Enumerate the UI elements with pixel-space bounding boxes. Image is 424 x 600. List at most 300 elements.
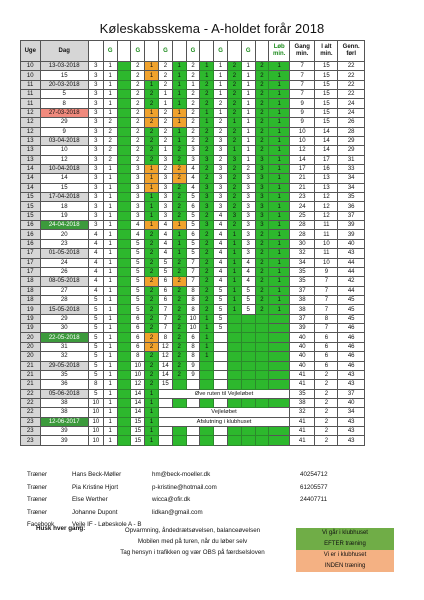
cell-g: 5 — [214, 305, 228, 314]
cell-g: 3 — [214, 193, 228, 202]
cell-g: 8 — [186, 295, 200, 304]
cell-g: 2 — [159, 136, 173, 145]
cell-genn: 43 — [338, 436, 365, 445]
cell-g: 2 — [159, 108, 173, 117]
cell-ialt: 7 — [315, 295, 338, 304]
cell-ialt: 10 — [315, 239, 338, 248]
cell-l: 3 — [255, 193, 269, 202]
table-row — [21, 155, 365, 164]
cell-g: 7 — [159, 305, 173, 314]
header-gang: Gang min. — [290, 41, 315, 62]
cell-g: 3 — [159, 183, 173, 192]
cell-g: 1 — [241, 127, 255, 136]
cell-ialt: 11 — [315, 230, 338, 239]
cell-l: 1 — [172, 249, 186, 258]
cell-l — [227, 436, 241, 445]
header-l — [227, 41, 241, 62]
cell-n: 3 — [88, 164, 103, 173]
cell-g: 2 — [159, 164, 173, 173]
cell-lob: 1 — [269, 211, 290, 220]
cell-l: 2 — [200, 249, 214, 258]
cell-genn: 29 — [338, 136, 365, 145]
cell-l: 1 — [200, 324, 214, 333]
cell-dag: 29 — [40, 314, 88, 323]
cell-g: 6 — [131, 314, 145, 323]
cell-g: 14 — [131, 389, 145, 398]
cell-dag: 17-04-2018 — [40, 193, 88, 202]
cell-ialt: 2 — [315, 398, 338, 407]
header-l — [145, 41, 159, 62]
header-g: G — [103, 41, 117, 62]
cell-ialt: 15 — [315, 118, 338, 127]
table-row — [21, 62, 365, 71]
cell-l — [117, 408, 131, 417]
cell-l: 2 — [172, 361, 186, 370]
cell-n: 3 — [88, 80, 103, 89]
cell-g: 2 — [159, 118, 173, 127]
cell-n: 3 — [88, 211, 103, 220]
cell-uge: 16 — [21, 230, 41, 239]
cell-g — [241, 342, 255, 351]
cell-g: 5 — [186, 211, 200, 220]
cell-l: 1 — [145, 398, 159, 407]
cell-uge: 22 — [21, 389, 41, 398]
cell-ialt: 12 — [315, 193, 338, 202]
cell-g — [241, 370, 255, 379]
cell-g: 1 — [159, 90, 173, 99]
cell-l — [227, 342, 241, 351]
cell-ialt: 2 — [315, 417, 338, 426]
cell-g: 4 — [131, 230, 145, 239]
cell-g: 7 — [186, 267, 200, 276]
cell-g: 2 — [131, 146, 145, 155]
cell-l — [117, 71, 131, 80]
cell-dag: 32 — [40, 352, 88, 361]
cell-g: 4 — [241, 258, 255, 267]
cell-l — [255, 370, 269, 379]
cell-l — [117, 164, 131, 173]
cell-l: 2 — [255, 99, 269, 108]
cell-l: 1 — [200, 108, 214, 117]
cell-dag: 5 — [40, 90, 88, 99]
cell-g: 2 — [214, 155, 228, 164]
cell-g: 14 — [159, 361, 173, 370]
table-row — [21, 118, 365, 127]
cell-g — [241, 436, 255, 445]
cell-g: 2 — [131, 108, 145, 117]
cell-l — [227, 427, 241, 436]
contact-email[interactable]: wicca@ofir.dk — [152, 496, 191, 503]
cell-l: 2 — [200, 230, 214, 239]
cell-g: 2 — [159, 62, 173, 71]
cell-uge: 22 — [21, 408, 41, 417]
cell-n: 4 — [88, 267, 103, 276]
cell-l: 2 — [227, 174, 241, 183]
legend-green-2: EFTER træning — [296, 539, 394, 550]
cell-g: 8 — [159, 333, 173, 342]
cell-g: 4 — [214, 267, 228, 276]
cell-dag: 38 — [40, 408, 88, 417]
cell-g: 2 — [131, 62, 145, 71]
cell-uge: 17 — [21, 258, 41, 267]
cell-lob: 1 — [269, 183, 290, 192]
contact-phone: 61205577 — [300, 483, 328, 491]
cell-l — [200, 436, 214, 445]
cell-g: 4 — [131, 221, 145, 230]
cell-l: 1 — [145, 164, 159, 173]
cell-g: 4 — [214, 277, 228, 286]
cell-uge: 15 — [21, 193, 41, 202]
cell-gang: 32 — [290, 408, 315, 417]
tip-item: Mobilen med på turen, når du løber selv — [137, 538, 248, 545]
cell-g: 4 — [159, 230, 173, 239]
cell-g: 8 — [186, 342, 200, 351]
cell-gang: 37 — [290, 286, 315, 295]
cell-lob: 1 — [269, 71, 290, 80]
header-g: G — [241, 41, 255, 62]
cell-g: 14 — [131, 408, 145, 417]
cell-genn: 28 — [338, 127, 365, 136]
cell-l: 2 — [255, 277, 269, 286]
contacts — [27, 469, 350, 532]
cell-l — [117, 193, 131, 202]
cell-gang: 41 — [290, 370, 315, 379]
cell-l: 2 — [255, 90, 269, 99]
cell-l: 1 — [200, 118, 214, 127]
cell-l: 2 — [200, 277, 214, 286]
cell-g: 9 — [186, 361, 200, 370]
cell-lob: 1 — [269, 239, 290, 248]
cell-g — [214, 352, 228, 361]
cell-g: 1 — [241, 155, 255, 164]
cell-l: 1 — [227, 286, 241, 295]
table-row — [21, 408, 365, 417]
cell-l — [117, 324, 131, 333]
table-row — [21, 90, 365, 99]
contact-name: Pia Kristine Hjort — [72, 483, 119, 491]
cell-gang: 10 — [290, 136, 315, 145]
cell-l — [117, 277, 131, 286]
cell-g: 3 — [131, 164, 145, 173]
cell-g: 1 — [241, 136, 255, 145]
cell-l: 1 — [227, 118, 241, 127]
cell-l: 2 — [255, 71, 269, 80]
cell-dag: 39 — [40, 436, 88, 445]
cell-g: 6 — [159, 277, 173, 286]
cell-g: 3 — [159, 202, 173, 211]
cell-g: 3 — [159, 211, 173, 220]
cell-dag: 15 — [40, 71, 88, 80]
cell-l: 2 — [200, 146, 214, 155]
cell-ialt: 2 — [315, 380, 338, 389]
cell-g — [186, 436, 200, 445]
cell-lob: 1 — [269, 258, 290, 267]
tip-item: Opvarmning, åndedrætsøvelsen, balanceøvelsen — [124, 527, 261, 534]
cell-g: 6 — [159, 286, 173, 295]
cell-g: 14 — [131, 398, 145, 407]
cell-ialt: 2 — [315, 436, 338, 445]
cell-gang: 38 — [290, 398, 315, 407]
table-row — [21, 352, 365, 361]
cell-l: 1 — [227, 258, 241, 267]
table-row — [21, 71, 365, 80]
cell-l: 2 — [255, 146, 269, 155]
contact-phone: 24407711 — [300, 496, 328, 503]
cell-g: 2 — [241, 164, 255, 173]
cell-genn: 24 — [338, 99, 365, 108]
cell-g: 4 — [214, 211, 228, 220]
cell-l — [117, 230, 131, 239]
cell-l: 1 — [227, 267, 241, 276]
cell-g: 1 — [103, 314, 117, 323]
cell-ialt: 7 — [315, 324, 338, 333]
contact-email[interactable]: hm@beck-moeller.dk — [152, 471, 211, 478]
cell-gang: 40 — [290, 352, 315, 361]
header-genn: Genn. førl — [338, 41, 365, 62]
cell-g: 5 — [131, 295, 145, 304]
cell-ialt: 8 — [315, 314, 338, 323]
cell-l: 3 — [200, 193, 214, 202]
cell-l — [117, 239, 131, 248]
cell-g: 1 — [103, 427, 117, 436]
cell-g: 1 — [103, 249, 117, 258]
cell-g: 3 — [241, 193, 255, 202]
cell-dag: 20-03-2018 — [40, 80, 88, 89]
cell-n: 3 — [88, 90, 103, 99]
cell-lob: 1 — [269, 202, 290, 211]
cell-n: 3 — [88, 146, 103, 155]
cell-l — [117, 174, 131, 183]
cell-g: 7 — [186, 258, 200, 267]
cell-g: 3 — [241, 183, 255, 192]
table-row — [21, 127, 365, 136]
cell-lob — [269, 333, 290, 342]
cell-g — [186, 380, 200, 389]
cell-g — [159, 427, 173, 436]
cell-l: 1 — [200, 352, 214, 361]
cell-l: 2 — [145, 99, 159, 108]
cell-g: 1 — [103, 267, 117, 276]
cell-l — [117, 80, 131, 89]
cell-uge: 16 — [21, 239, 41, 248]
cell-lob: 1 — [269, 99, 290, 108]
table-row — [21, 333, 365, 342]
cell-l: 2 — [255, 249, 269, 258]
cell-genn: 46 — [338, 342, 365, 351]
cell-l — [117, 417, 131, 426]
cell-g: 1 — [103, 90, 117, 99]
table-row — [21, 174, 365, 183]
cell-gang: 7 — [290, 90, 315, 99]
cell-l: 2 — [172, 174, 186, 183]
cell-n: 5 — [88, 352, 103, 361]
contact-name: Hans Beck-Møller — [72, 471, 122, 478]
header-uge: Uge — [21, 41, 41, 62]
cell-g: 1 — [103, 361, 117, 370]
cell-l — [172, 436, 186, 445]
cell-g: 2 — [103, 118, 117, 127]
cell-g: 15 — [159, 380, 173, 389]
cell-n: 5 — [88, 295, 103, 304]
cell-l: 1 — [172, 90, 186, 99]
cell-g: 1 — [103, 80, 117, 89]
cell-l — [255, 398, 269, 407]
cell-ialt: 11 — [315, 221, 338, 230]
cell-g: 1 — [241, 80, 255, 89]
cell-g: 2 — [131, 127, 145, 136]
cell-lob: 1 — [269, 62, 290, 71]
cell-genn: 44 — [338, 258, 365, 267]
cell-l: 2 — [172, 277, 186, 286]
cell-l — [200, 398, 214, 407]
cell-l: 3 — [255, 164, 269, 173]
contact-role: Træner — [27, 496, 48, 503]
cell-l: 1 — [172, 71, 186, 80]
cell-lob — [269, 398, 290, 407]
cell-lob: 1 — [269, 80, 290, 89]
cell-n: 3 — [88, 108, 103, 117]
cell-g: 1 — [214, 62, 228, 71]
cell-l: 2 — [227, 90, 241, 99]
cell-l: 2 — [200, 211, 214, 220]
contact-email[interactable]: lidkan@gmail.com — [152, 508, 203, 516]
cell-l: 1 — [145, 80, 159, 89]
cell-l: 2 — [145, 286, 159, 295]
cell-l — [117, 146, 131, 155]
cell-g: 1 — [103, 174, 117, 183]
cell-l — [117, 342, 131, 351]
cell-l: 2 — [227, 183, 241, 192]
cell-l: 1 — [145, 62, 159, 71]
cell-l — [117, 380, 131, 389]
cell-l: 2 — [145, 305, 159, 314]
contact-row — [27, 494, 350, 507]
cell-n: 3 — [88, 183, 103, 192]
cell-l: 2 — [145, 314, 159, 323]
cell-l: 2 — [227, 99, 241, 108]
cell-g: 5 — [241, 295, 255, 304]
cell-gang: 40 — [290, 333, 315, 342]
cell-lob: 1 — [269, 267, 290, 276]
cell-l — [255, 361, 269, 370]
cell-g: 3 — [186, 155, 200, 164]
cell-g: 14 — [159, 370, 173, 379]
table-row — [21, 202, 365, 211]
cell-ialt: 13 — [315, 183, 338, 192]
cell-g: 4 — [241, 277, 255, 286]
cell-genn: 34 — [338, 183, 365, 192]
cell-l: 2 — [227, 164, 241, 173]
cell-ialt: 2 — [315, 427, 338, 436]
cell-dag: 20 — [40, 230, 88, 239]
cell-l: 1 — [172, 118, 186, 127]
cell-g: 1 — [103, 389, 117, 398]
cell-g: 1 — [103, 193, 117, 202]
cell-g: 5 — [131, 249, 145, 258]
contact-email[interactable]: p-kristine@hotmail.com — [152, 483, 217, 491]
cell-l: 1 — [145, 417, 159, 426]
cell-g: 6 — [131, 342, 145, 351]
cell-g: 2 — [186, 136, 200, 145]
header-lob: Løb min. — [269, 41, 290, 62]
cell-dag: 30 — [40, 324, 88, 333]
header-g: G — [214, 41, 228, 62]
cell-l: 2 — [200, 267, 214, 276]
cell-gang: 7 — [290, 80, 315, 89]
cell-g: 2 — [186, 108, 200, 117]
header-l — [117, 41, 131, 62]
cell-l — [227, 314, 241, 323]
cell-l: 3 — [200, 202, 214, 211]
cell-uge: 17 — [21, 249, 41, 258]
cell-g: 1 — [103, 324, 117, 333]
cell-l — [255, 380, 269, 389]
cell-g: 1 — [103, 239, 117, 248]
cell-genn: 43 — [338, 380, 365, 389]
cell-g: 1 — [103, 352, 117, 361]
cell-dag: 19 — [40, 211, 88, 220]
cell-g: 1 — [103, 258, 117, 267]
contact-name: Else Werther — [72, 496, 108, 503]
cell-l — [117, 211, 131, 220]
cell-l: 2 — [255, 267, 269, 276]
cell-gang: 38 — [290, 295, 315, 304]
cell-lob: 1 — [269, 230, 290, 239]
cell-g: 2 — [131, 136, 145, 145]
cell-g: 5 — [131, 286, 145, 295]
cell-lob: 1 — [269, 305, 290, 314]
cell-gang: 23 — [290, 193, 315, 202]
cell-lob: 1 — [269, 277, 290, 286]
cell-g: 8 — [186, 286, 200, 295]
cell-lob — [269, 314, 290, 323]
cell-uge: 21 — [21, 361, 41, 370]
cell-g: 1 — [103, 342, 117, 351]
table-row — [21, 164, 365, 173]
legend-orange-2: INDEN træning — [296, 561, 394, 572]
cell-g — [214, 342, 228, 351]
cell-gang: 12 — [290, 146, 315, 155]
header-g: G — [159, 41, 173, 62]
cell-uge: 13 — [21, 136, 41, 145]
cell-g: 2 — [131, 80, 145, 89]
cell-gang: 21 — [290, 183, 315, 192]
cell-l — [200, 370, 214, 379]
tip-item: Tag hensyn i trafikken og vær OBS på færdselsloven — [120, 549, 265, 556]
cell-l — [227, 380, 241, 389]
cell-l: 2 — [145, 155, 159, 164]
cell-l — [117, 62, 131, 71]
table-row — [21, 249, 365, 258]
cell-uge: 12 — [21, 127, 41, 136]
cell-l: 2 — [255, 305, 269, 314]
cell-gang: 21 — [290, 174, 315, 183]
cell-ialt: 14 — [315, 146, 338, 155]
cell-g: 10 — [131, 370, 145, 379]
cell-l: 2 — [255, 239, 269, 248]
cell-dag: 12 — [40, 155, 88, 164]
cell-l: 2 — [145, 127, 159, 136]
cell-uge: 19 — [21, 314, 41, 323]
cell-l — [255, 342, 269, 351]
cell-g: 2 — [186, 71, 200, 80]
cell-uge: 14 — [21, 183, 41, 192]
cell-g: 3 — [159, 193, 173, 202]
cell-ialt: 14 — [315, 136, 338, 145]
header-l — [255, 41, 269, 62]
cell-gang: 38 — [290, 305, 315, 314]
cell-g: 4 — [241, 267, 255, 276]
